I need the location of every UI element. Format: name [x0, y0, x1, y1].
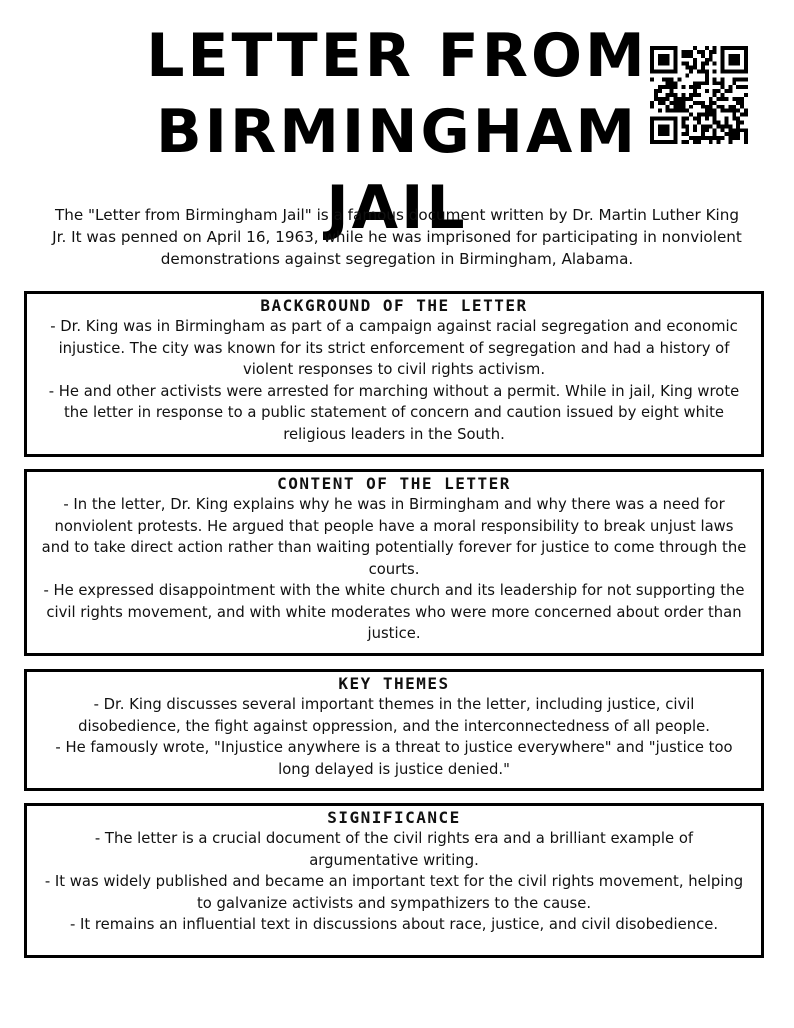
section-paragraph: - He and other activists were arrested for marching without a permit. While in jail, King wrote the letter in response to a public statement of concern and caution issued by eight white religious leaders in the South.: [48, 382, 740, 443]
section-paragraph: - Dr. King was in Birmingham as part of a campaign against racial segregation and economic injustice. The city was known for its strict enforcement of segregation and had a history of violent responses to civil rights activism.: [50, 318, 738, 378]
page-title-line-2: BIRMINGHAM JAIL: [155, 97, 639, 243]
section-key-themes: [24, 669, 764, 791]
section-paragraph: - He expressed disappointment with the white church and its leadership for not supporting the civil rights movement, and with white moderates who were more concerned about order than justice.: [43, 582, 745, 642]
section-heading: KEY THEMES: [338, 674, 450, 693]
section-heading: CONTENT OF THE LETTER: [277, 474, 511, 493]
section-significance: [24, 803, 764, 958]
section-paragraph: - It remains an influential text in discussions about race, justice, and civil disobedience.: [69, 916, 719, 933]
intro-paragraph: The "Letter from Birmingham Jail" is a famous document written by Dr. Martin Luther King Jr. It was penned on April 16, 1963, while he was imprisoned for participating in nonviolent demonstrations against segregation in Birmingham, Alabama.: [52, 206, 742, 268]
section-paragraph: - It was widely published and became an important text for the civil rights movement, helping to galvanize activists and sympathizers to the cause.: [44, 873, 744, 912]
section-background: [24, 291, 764, 457]
qr-code-icon: [650, 46, 748, 144]
section-paragraph: - Dr. King discusses several important themes in the letter, including justice, civil disobedience, the fight against oppression, and the interconnectedness of all people.: [78, 696, 710, 735]
section-paragraph: - He famously wrote, "Injustice anywhere is a threat to justice everywhere" and "justice too long delayed is justice denied.": [55, 739, 733, 778]
section-paragraph: - In the letter, Dr. King explains why he was in Birmingham and why there was a need for nonviolent protests. He argued that people have a moral responsibility to break unjust laws and to take direct action rather than waiting potentially forever for justice to come through the courts.: [41, 496, 747, 578]
section-heading: SIGNIFICANCE: [327, 808, 461, 827]
page-title-line-1: LETTER FROM: [146, 21, 648, 91]
section-content: [24, 469, 764, 656]
section-heading: BACKGROUND OF THE LETTER: [260, 296, 528, 315]
section-paragraph: - The letter is a crucial document of the civil rights era and a brilliant example of argumentative writing.: [94, 830, 694, 869]
